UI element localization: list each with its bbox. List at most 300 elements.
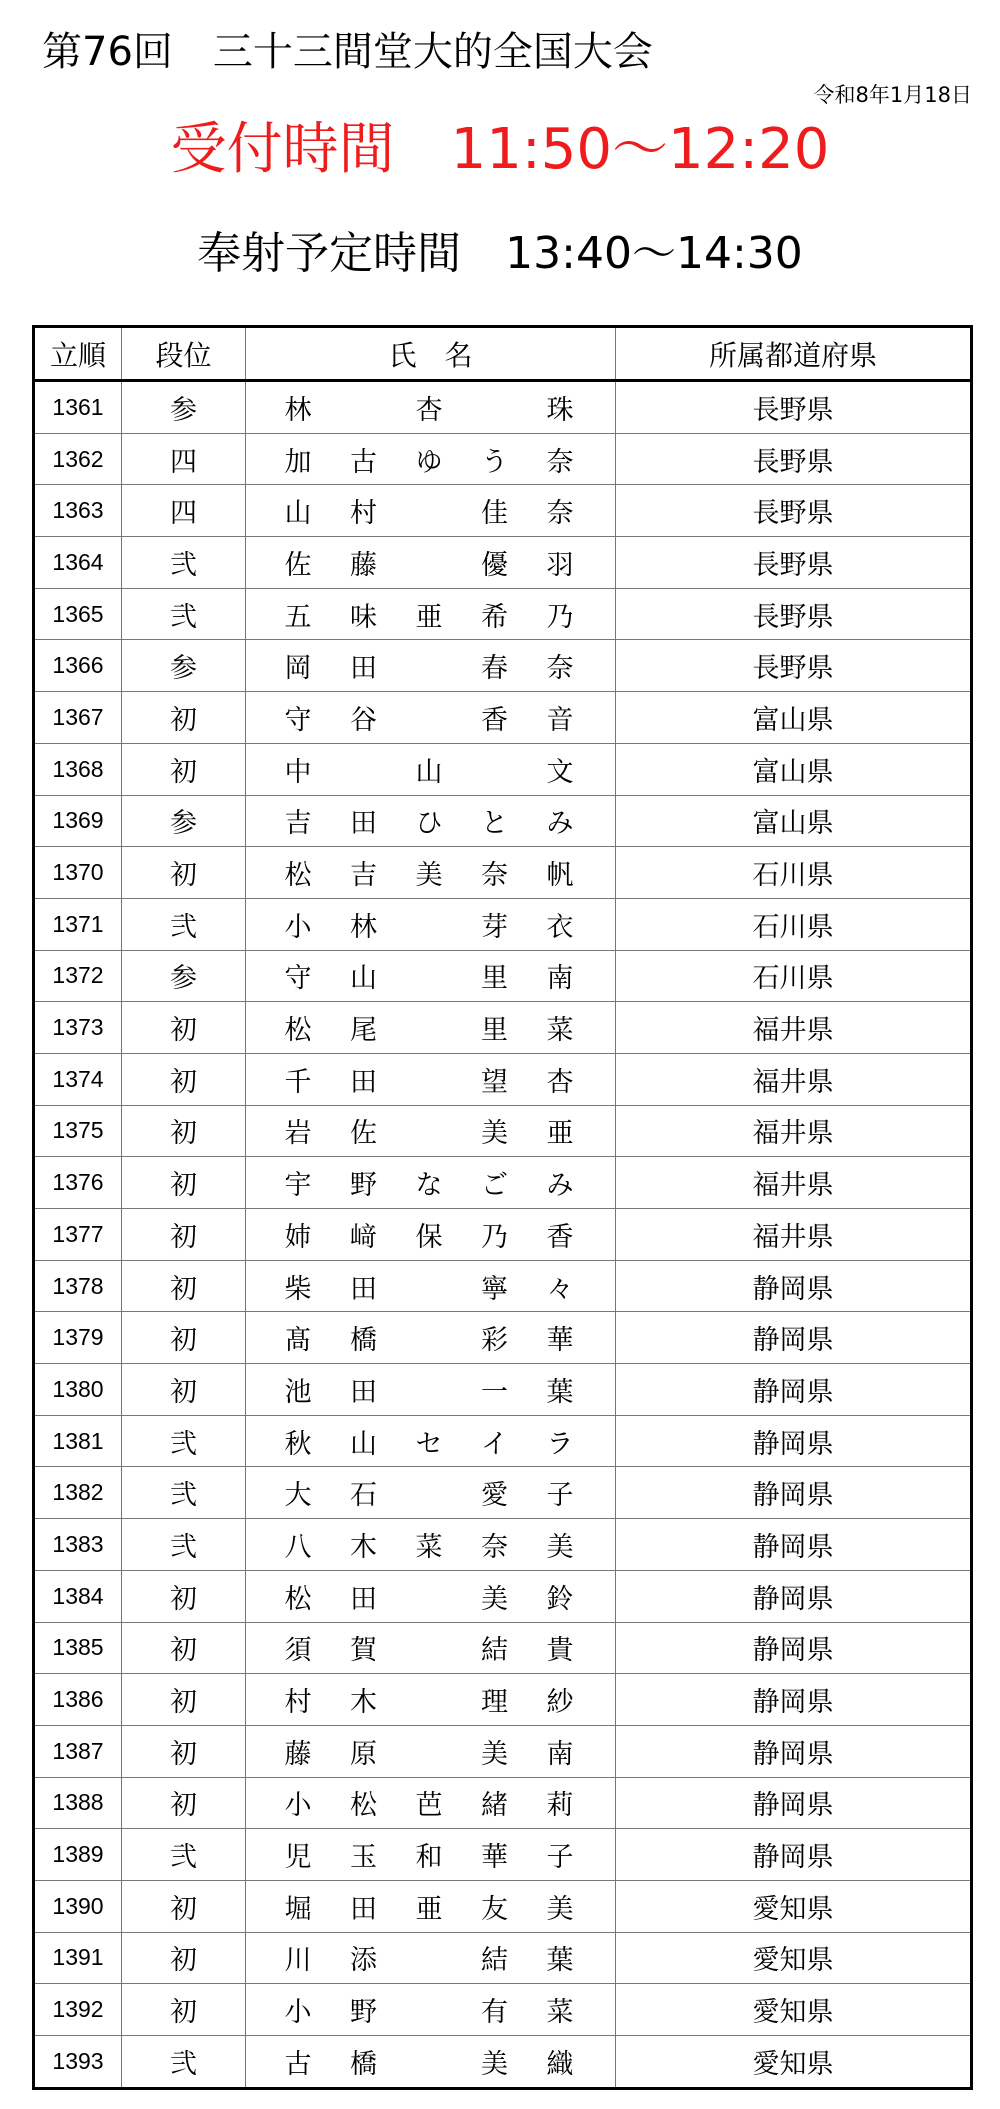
roster-table — [32, 325, 973, 2090]
cell-name — [246, 1519, 616, 1571]
name-char: 葉 — [546, 1945, 574, 1977]
name-char: み — [546, 808, 574, 840]
name-char: 保 — [415, 1221, 443, 1253]
table-header-row — [34, 327, 972, 381]
name-chars — [278, 1938, 580, 1977]
name-char: う — [481, 446, 508, 478]
name-char: 吉 — [284, 808, 312, 840]
cell-rank: 弐 — [122, 1519, 246, 1571]
cell-rank: 初 — [122, 743, 246, 795]
shooting-time: 奉射予定時間 13:40〜14:30 — [197, 228, 803, 279]
cell-rank: 初 — [122, 1312, 246, 1364]
name-char: み — [546, 1170, 574, 1202]
cell-prefecture: 静岡県 — [616, 1519, 972, 1571]
name-chars — [278, 1370, 580, 1409]
name-char: 々 — [546, 1273, 574, 1305]
cell-rank: 初 — [122, 1777, 246, 1829]
cell-name — [246, 1829, 616, 1881]
cell-rank: 初 — [122, 1157, 246, 1209]
cell-rank: 弐 — [122, 2036, 246, 2089]
cell-order: 1384 — [34, 1570, 122, 1622]
cell-rank: 初 — [122, 1725, 246, 1777]
table-row — [34, 898, 972, 950]
name-char — [409, 1267, 449, 1306]
name-chars — [278, 1835, 580, 1874]
name-char: 希 — [481, 601, 508, 633]
cell-name — [246, 1053, 616, 1105]
name-char: 尾 — [350, 1015, 377, 1047]
name-char: 優 — [481, 549, 508, 581]
cell-prefecture: 長野県 — [616, 537, 972, 589]
name-char: 里 — [481, 1015, 508, 1047]
name-char: 杏 — [415, 394, 443, 426]
name-char: 子 — [546, 1842, 574, 1874]
name-char: 野 — [350, 1997, 377, 2029]
name-char — [409, 543, 449, 582]
cell-order: 1371 — [34, 898, 122, 950]
name-char: 味 — [350, 601, 377, 633]
name-char: 八 — [284, 1531, 312, 1563]
table-row — [34, 1622, 972, 1674]
cell-name — [246, 1157, 616, 1209]
name-char: 奈 — [546, 653, 574, 685]
cell-name — [246, 1105, 616, 1157]
table-row — [34, 1932, 972, 1984]
cell-prefecture: 静岡県 — [616, 1777, 972, 1829]
table-row — [34, 1260, 972, 1312]
cell-order: 1366 — [34, 640, 122, 692]
name-char: 亜 — [415, 601, 443, 633]
page-title: 第76回 三十三間堂大的全国大会 — [42, 29, 653, 75]
name-char: 奈 — [481, 860, 508, 892]
cell-order: 1392 — [34, 1984, 122, 2036]
cell-name — [246, 1674, 616, 1726]
name-chars — [278, 1628, 580, 1667]
cell-prefecture: 富山県 — [616, 795, 972, 847]
cell-name — [246, 743, 616, 795]
name-chars — [278, 750, 580, 789]
cell-order: 1376 — [34, 1157, 122, 1209]
name-char: 紗 — [546, 1687, 574, 1719]
name-char: 望 — [481, 1066, 508, 1098]
table-row — [34, 1570, 972, 1622]
cell-rank: 参 — [122, 381, 246, 434]
name-char: 田 — [350, 1893, 377, 1925]
cell-rank: 弐 — [122, 537, 246, 589]
cell-name — [246, 692, 616, 744]
name-char: 小 — [284, 1790, 312, 1822]
cell-prefecture: 富山県 — [616, 743, 972, 795]
cell-prefecture: 静岡県 — [616, 1570, 972, 1622]
name-char: 田 — [350, 1273, 377, 1305]
name-char: 山 — [284, 498, 312, 530]
name-chars — [278, 698, 580, 737]
name-char: ゆ — [415, 446, 443, 478]
cell-rank: 初 — [122, 1053, 246, 1105]
name-char: 林 — [350, 911, 377, 943]
name-char — [409, 1370, 449, 1409]
name-char: 香 — [481, 704, 508, 736]
cell-name — [246, 1777, 616, 1829]
cell-prefecture: 愛知県 — [616, 2036, 972, 2089]
name-char: 柴 — [284, 1273, 312, 1305]
name-char: 美 — [546, 1893, 574, 1925]
name-chars — [278, 1163, 580, 1202]
cell-rank: 参 — [122, 950, 246, 1002]
name-char: 秋 — [284, 1428, 312, 1460]
cell-name — [246, 1002, 616, 1054]
name-char — [409, 1628, 449, 1667]
name-char — [409, 1680, 449, 1719]
cell-prefecture: 愛知県 — [616, 1932, 972, 1984]
cell-name — [246, 1467, 616, 1519]
table-row — [34, 537, 972, 589]
cell-prefecture: 長野県 — [616, 433, 972, 485]
cell-name — [246, 1364, 616, 1416]
table-row — [34, 640, 972, 692]
cell-order: 1390 — [34, 1880, 122, 1932]
name-chars — [278, 388, 580, 427]
name-char: 芽 — [481, 911, 508, 943]
name-char: 羽 — [546, 549, 574, 581]
name-char: 山 — [350, 1428, 377, 1460]
name-char: 寧 — [481, 1273, 508, 1305]
table-row — [34, 1674, 972, 1726]
name-char: 愛 — [481, 1480, 508, 1512]
name-char: 大 — [284, 1480, 312, 1512]
cell-order: 1364 — [34, 537, 122, 589]
name-char: 小 — [284, 911, 312, 943]
name-char: 乃 — [481, 1221, 508, 1253]
name-char: 岡 — [284, 653, 312, 685]
cell-name — [246, 537, 616, 589]
table-row — [34, 1053, 972, 1105]
name-char: 橋 — [350, 1325, 377, 1357]
name-char: 中 — [284, 756, 312, 788]
name-char: 山 — [350, 963, 377, 995]
cell-name — [246, 2036, 616, 2089]
name-char: 理 — [481, 1687, 508, 1719]
column-header-prefecture: 所属都道府県 — [616, 327, 972, 381]
cell-order: 1386 — [34, 1674, 122, 1726]
table-row — [34, 485, 972, 537]
name-char: 亜 — [415, 1893, 443, 1925]
cell-order: 1367 — [34, 692, 122, 744]
cell-name — [246, 381, 616, 434]
cell-order: 1372 — [34, 950, 122, 1002]
name-chars — [278, 1525, 580, 1564]
name-char — [409, 1318, 449, 1357]
cell-prefecture: 静岡県 — [616, 1415, 972, 1467]
name-char: 佐 — [284, 549, 312, 581]
table-row — [34, 1364, 972, 1416]
name-char: 春 — [481, 653, 508, 685]
name-char: 佐 — [350, 1118, 377, 1150]
name-char: 古 — [350, 446, 377, 478]
name-char: 有 — [481, 1997, 508, 2029]
name-char — [409, 646, 449, 685]
cell-rank: 初 — [122, 1105, 246, 1157]
cell-order: 1391 — [34, 1932, 122, 1984]
name-chars — [278, 905, 580, 944]
cell-rank: 初 — [122, 1002, 246, 1054]
name-char: 小 — [284, 1997, 312, 2029]
cell-prefecture: 長野県 — [616, 588, 972, 640]
name-chars — [278, 543, 580, 582]
cell-prefecture: 静岡県 — [616, 1674, 972, 1726]
table-row — [34, 1880, 972, 1932]
cell-name — [246, 588, 616, 640]
cell-name — [246, 898, 616, 950]
cell-rank: 四 — [122, 433, 246, 485]
name-chars — [278, 1267, 580, 1306]
name-char: 吉 — [350, 860, 377, 892]
cell-rank: 弐 — [122, 1467, 246, 1519]
name-char: 松 — [284, 1015, 312, 1047]
cell-order: 1381 — [34, 1415, 122, 1467]
table-row — [34, 795, 972, 847]
name-char: 鈴 — [546, 1583, 574, 1615]
cell-order: 1363 — [34, 485, 122, 537]
name-chars — [278, 2042, 580, 2081]
name-char: 石 — [350, 1480, 377, 1512]
cell-prefecture: 愛知県 — [616, 1880, 972, 1932]
table-row — [34, 1157, 972, 1209]
column-header-name: 氏 名 — [246, 327, 616, 381]
name-char: 葉 — [546, 1376, 574, 1408]
name-char — [409, 956, 449, 995]
name-char: 村 — [350, 498, 377, 530]
cell-name — [246, 1260, 616, 1312]
cell-order: 1374 — [34, 1053, 122, 1105]
name-char: 帆 — [546, 860, 574, 892]
name-char: 五 — [284, 601, 312, 633]
cell-rank: 初 — [122, 1674, 246, 1726]
name-char: 佳 — [481, 498, 508, 530]
name-char: 田 — [350, 1066, 377, 1098]
cell-prefecture: 愛知県 — [616, 1984, 972, 2036]
name-char — [344, 388, 384, 427]
name-chars — [278, 1111, 580, 1150]
name-chars — [278, 1680, 580, 1719]
name-char — [409, 1732, 449, 1771]
event-date: 令和8年1月18日 — [813, 83, 972, 107]
cell-prefecture: 富山県 — [616, 692, 972, 744]
cell-name — [246, 847, 616, 899]
cell-order: 1368 — [34, 743, 122, 795]
table-row — [34, 2036, 972, 2089]
reception-time: 受付時間 11:50〜12:20 — [170, 117, 830, 182]
name-char — [344, 750, 384, 789]
name-char: 玉 — [350, 1842, 377, 1874]
name-char: 華 — [546, 1325, 574, 1357]
cell-prefecture: 福井県 — [616, 1002, 972, 1054]
name-char: 守 — [284, 704, 312, 736]
name-char: 宇 — [284, 1170, 312, 1202]
cell-prefecture: 静岡県 — [616, 1622, 972, 1674]
cell-name — [246, 485, 616, 537]
cell-rank: 初 — [122, 847, 246, 899]
table-row — [34, 950, 972, 1002]
name-char — [409, 1473, 449, 1512]
table-row — [34, 692, 972, 744]
cell-prefecture: 長野県 — [616, 485, 972, 537]
name-char: 菜 — [415, 1531, 443, 1563]
cell-prefecture: 静岡県 — [616, 1829, 972, 1881]
name-char — [409, 1990, 449, 2029]
name-char: 橋 — [350, 2048, 377, 2080]
cell-prefecture: 静岡県 — [616, 1260, 972, 1312]
name-char: 美 — [481, 1118, 508, 1150]
name-char: 田 — [350, 1376, 377, 1408]
name-char: イ — [481, 1428, 508, 1460]
name-char — [409, 491, 449, 530]
name-char: 華 — [481, 1842, 508, 1874]
cell-order: 1378 — [34, 1260, 122, 1312]
name-char: 子 — [546, 1480, 574, 1512]
name-char — [409, 1008, 449, 1047]
cell-prefecture: 静岡県 — [616, 1364, 972, 1416]
name-chars — [278, 491, 580, 530]
cell-order: 1388 — [34, 1777, 122, 1829]
cell-rank: 弐 — [122, 588, 246, 640]
name-char: 結 — [481, 1945, 508, 1977]
table-row — [34, 1105, 972, 1157]
cell-order: 1380 — [34, 1364, 122, 1416]
name-char: 織 — [546, 2048, 574, 2080]
table-row — [34, 1777, 972, 1829]
cell-order: 1377 — [34, 1209, 122, 1261]
cell-order: 1385 — [34, 1622, 122, 1674]
cell-order: 1383 — [34, 1519, 122, 1571]
name-char: 美 — [481, 1738, 508, 1770]
name-chars — [278, 595, 580, 634]
name-char: 美 — [481, 2048, 508, 2080]
name-char — [475, 750, 515, 789]
cell-rank: 初 — [122, 692, 246, 744]
name-char: 村 — [284, 1687, 312, 1719]
table-row — [34, 1467, 972, 1519]
name-char — [409, 905, 449, 944]
cell-rank: 初 — [122, 1260, 246, 1312]
name-char: 岩 — [284, 1118, 312, 1150]
cell-name — [246, 1570, 616, 1622]
name-char — [409, 1577, 449, 1616]
name-char — [475, 388, 515, 427]
table-row — [34, 1725, 972, 1777]
table-row — [34, 588, 972, 640]
name-chars — [278, 1008, 580, 1047]
name-char: 衣 — [546, 911, 574, 943]
cell-prefecture: 石川県 — [616, 847, 972, 899]
name-char: と — [481, 808, 508, 840]
name-char: 美 — [415, 860, 443, 892]
cell-prefecture: 石川県 — [616, 950, 972, 1002]
name-char: 亜 — [546, 1118, 574, 1150]
name-chars — [278, 801, 580, 840]
name-chars — [278, 1215, 580, 1254]
cell-order: 1379 — [34, 1312, 122, 1364]
cell-order: 1382 — [34, 1467, 122, 1519]
name-char: 松 — [350, 1790, 377, 1822]
name-char: 南 — [546, 963, 574, 995]
name-char: ラ — [546, 1428, 574, 1460]
name-char: 古 — [284, 2048, 312, 2080]
cell-prefecture: 長野県 — [616, 381, 972, 434]
cell-rank: 初 — [122, 1984, 246, 2036]
name-char: 奈 — [546, 498, 574, 530]
name-char: 松 — [284, 1583, 312, 1615]
name-chars — [278, 853, 580, 892]
name-char: 林 — [284, 394, 312, 426]
name-char — [409, 1938, 449, 1977]
name-char: 堀 — [284, 1893, 312, 1925]
name-char: 児 — [284, 1842, 312, 1874]
name-char: 貴 — [546, 1635, 574, 1667]
name-char: 芭 — [415, 1790, 443, 1822]
cell-rank: 初 — [122, 1209, 246, 1261]
cell-prefecture: 福井県 — [616, 1105, 972, 1157]
cell-prefecture: 福井県 — [616, 1053, 972, 1105]
name-chars — [278, 646, 580, 685]
cell-name — [246, 1880, 616, 1932]
cell-prefecture: 福井県 — [616, 1209, 972, 1261]
name-chars — [278, 1422, 580, 1461]
name-char: 野 — [350, 1170, 377, 1202]
cell-rank: 初 — [122, 1932, 246, 1984]
cell-prefecture: 福井県 — [616, 1157, 972, 1209]
name-char — [409, 2042, 449, 2081]
table-row — [34, 1209, 972, 1261]
name-chars — [278, 1473, 580, 1512]
name-char: 髙 — [284, 1325, 312, 1357]
cell-order: 1393 — [34, 2036, 122, 2089]
name-char: 奈 — [481, 1531, 508, 1563]
name-char — [409, 698, 449, 737]
name-chars — [278, 1060, 580, 1099]
column-header-order: 立順 — [34, 327, 122, 381]
table-row — [34, 433, 972, 485]
cell-rank: 初 — [122, 1622, 246, 1674]
name-char: 田 — [350, 1583, 377, 1615]
name-chars — [278, 1318, 580, 1357]
table-row — [34, 1829, 972, 1881]
cell-order: 1373 — [34, 1002, 122, 1054]
name-char: 香 — [546, 1221, 574, 1253]
cell-rank: 弐 — [122, 898, 246, 950]
name-char: 山 — [415, 756, 443, 788]
name-chars — [278, 1783, 580, 1822]
name-char: 莉 — [546, 1790, 574, 1822]
table-row — [34, 381, 972, 434]
cell-rank: 参 — [122, 795, 246, 847]
cell-name — [246, 433, 616, 485]
name-char: 珠 — [546, 394, 574, 426]
column-header-rank: 段位 — [122, 327, 246, 381]
table-row — [34, 743, 972, 795]
name-chars — [278, 1732, 580, 1771]
cell-rank: 弐 — [122, 1415, 246, 1467]
name-char: 一 — [481, 1376, 508, 1408]
name-char: ひ — [415, 808, 443, 840]
cell-order: 1389 — [34, 1829, 122, 1881]
name-char: 田 — [350, 653, 377, 685]
name-char: 木 — [350, 1687, 377, 1719]
cell-prefecture: 石川県 — [616, 898, 972, 950]
table-row — [34, 1984, 972, 2036]
name-char: 彩 — [481, 1325, 508, 1357]
cell-rank: 四 — [122, 485, 246, 537]
